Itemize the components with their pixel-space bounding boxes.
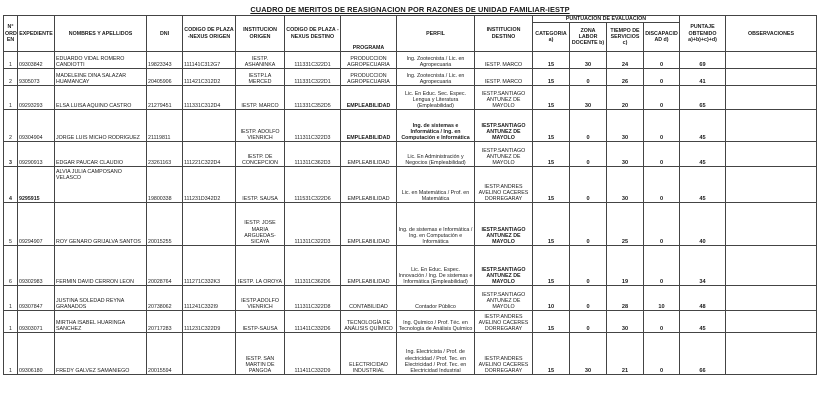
cell-n-ord: 1: [4, 333, 18, 375]
cell-puntaje: 65: [680, 86, 726, 110]
cell-zona: 0: [570, 203, 607, 246]
cell-codigo-destino: 111311C322D3: [285, 203, 341, 246]
cell-n-ord: 4: [4, 167, 18, 203]
cell-codigo-destino: 111311C362D6: [285, 246, 341, 286]
cell-tiempo: 28: [607, 286, 644, 311]
cell-dni: 20028764: [147, 246, 183, 286]
cell-tiempo: 21: [607, 333, 644, 375]
header-codigo-plaza-origen: CODIGO DE PLAZA -NEXUS ORIGEN: [183, 16, 236, 52]
cell-codigo-origen: 111331C312D4: [183, 86, 236, 110]
cell-expediente: 09293293: [18, 86, 55, 110]
table-row: [4, 246, 817, 286]
cell-codigo-origen: 111231D342D2: [183, 167, 236, 203]
header-dni: DNI: [147, 16, 183, 52]
header-codigo-plaza-destino: CODIGO DE PLAZA - NEXUS DESTINO: [285, 16, 341, 52]
cell-zona: 0: [570, 142, 607, 167]
cell-zona: 0: [570, 286, 607, 311]
cell-programa: EMPLEABILIDAD: [341, 142, 397, 167]
cell-tiempo: 26: [607, 69, 644, 86]
cell-categoria: 15: [533, 203, 570, 246]
cell-perfil: Contador Público: [397, 286, 475, 311]
cell-perfil: Ing. de sistemas e Informática / Ing. en Computación e Informática: [397, 203, 475, 246]
header-categoria: CATEGORIA a): [533, 23, 570, 52]
cell-puntaje: 40: [680, 203, 726, 246]
cell-observaciones: [726, 52, 817, 69]
cell-n-ord: 2: [4, 69, 18, 86]
cell-expediente: 09303071: [18, 311, 55, 333]
cell-categoria: 15: [533, 333, 570, 375]
cell-n-ord: 1: [4, 286, 18, 311]
cell-expediente: 09302983: [18, 246, 55, 286]
cell-perfil: Ing. Químico / Prof. Téc. en Tecnología de Análisis Químico: [397, 311, 475, 333]
cell-n-ord: 6: [4, 246, 18, 286]
header-nombres: NOMBRES Y APELLIDOS: [55, 16, 147, 52]
cell-dni: 23261163: [147, 142, 183, 167]
cell-institucion-origen: IESTP. JOSE MARIA ARGUEDAS-SICAYA: [236, 203, 285, 246]
cell-codigo-origen: 111421C312D2: [183, 69, 236, 86]
table-row: [4, 311, 817, 333]
header-perfil: PERFIL: [397, 16, 475, 52]
cell-n-ord: 1: [4, 311, 18, 333]
cell-institucion-origen: IESTP. DE CONCEPCION: [236, 142, 285, 167]
cell-expediente: 9295915: [18, 167, 55, 203]
cell-dni: 20405906: [147, 69, 183, 86]
cell-categoria: 15: [533, 142, 570, 167]
cell-expediente: 09290913: [18, 142, 55, 167]
cell-institucion-origen: IESTP. ASHANINKA: [236, 52, 285, 69]
cell-dni: 19800338: [147, 167, 183, 203]
table-row: [4, 52, 817, 69]
header-institucion-destino: INSTITUCION DESTINO: [475, 16, 533, 52]
cell-zona: 0: [570, 69, 607, 86]
cell-puntaje: 48: [680, 286, 726, 311]
cell-nombres: MADELEINE DINA SALAZAR HUAMANCAY: [55, 69, 147, 86]
cell-tiempo: 19: [607, 246, 644, 286]
cell-observaciones: [726, 86, 817, 110]
cell-nombres: ELSA LUISA AQUINO CASTRO: [55, 86, 147, 110]
cell-codigo-destino: 111331C322D1: [285, 69, 341, 86]
cell-perfil: Lic. En Educ. Espec. Innovación / Ing. De sistemas e Informática (Empleabilidad): [397, 246, 475, 286]
cell-perfil: Ing. Zootecnista / Lic. en Agropecuaria: [397, 69, 475, 86]
cell-tiempo: 30: [607, 110, 644, 142]
cell-dni: 20015255: [147, 203, 183, 246]
cell-programa: EMPLEABILIDAD: [341, 110, 397, 142]
cell-codigo-destino: 111331C322D1: [285, 52, 341, 69]
cell-institucion-origen: IESTP. LA OROYA: [236, 246, 285, 286]
table-row: [4, 333, 817, 375]
cell-institucion-origen: IESTP. MARCO: [236, 86, 285, 110]
cell-tiempo: 24: [607, 52, 644, 69]
cell-perfil: Ing. Zootecnista / Lic. en Agropecuaria: [397, 52, 475, 69]
cell-n-ord: 2: [4, 110, 18, 142]
cell-puntaje: 45: [680, 167, 726, 203]
cell-zona: 0: [570, 110, 607, 142]
cell-puntaje: 45: [680, 142, 726, 167]
cell-codigo-origen: 111271C332K3: [183, 246, 236, 286]
cell-discapacidad: 0: [644, 86, 680, 110]
cell-nombres: FERMIN DAVID CERRON LEON: [55, 246, 147, 286]
cell-codigo-origen: [183, 203, 236, 246]
header-tiempo-servicios: TIEMPO DE SERVICIOS c): [607, 23, 644, 52]
cell-institucion-destino: IESTP.SANTIAGO ANTUNEZ DE MAYOLO: [475, 246, 533, 286]
cell-zona: 30: [570, 86, 607, 110]
cell-dni: 20738062: [147, 286, 183, 311]
cell-institucion-destino: IESTP.SANTIAGO ANTUNEZ DE MAYOLO: [475, 86, 533, 110]
table-row: [4, 142, 817, 167]
cell-dni: 19823343: [147, 52, 183, 69]
cell-discapacidad: 0: [644, 311, 680, 333]
cell-programa: PRODUCCION AGROPECUARIA: [341, 69, 397, 86]
cell-institucion-origen: IESTP.LA MERCED: [236, 69, 285, 86]
cell-perfil: Ing. de sistemas e Informática / Ing. en Computación e Informática: [397, 110, 475, 142]
cell-categoria: 15: [533, 52, 570, 69]
cell-codigo-destino: 111331C352D5: [285, 86, 341, 110]
cell-institucion-origen: IESTP-SAUSA: [236, 311, 285, 333]
cell-tiempo: 30: [607, 142, 644, 167]
cell-observaciones: [726, 69, 817, 86]
cell-codigo-origen: 111141C312G7: [183, 52, 236, 69]
cell-puntaje: 69: [680, 52, 726, 69]
cell-observaciones: [726, 311, 817, 333]
header-programa: PROGRAMA: [341, 16, 397, 52]
cell-puntaje: 34: [680, 246, 726, 286]
cell-dni: 20717283: [147, 311, 183, 333]
cell-perfil: Lic. En Administración y Negocios (Empleabilidad): [397, 142, 475, 167]
cell-expediente: 09304904: [18, 110, 55, 142]
cell-categoria: 15: [533, 69, 570, 86]
cell-institucion-origen: IESTP. SAUSA: [236, 167, 285, 203]
cell-codigo-destino: 111311C362D3: [285, 142, 341, 167]
cell-categoria: 15: [533, 167, 570, 203]
cell-institucion-destino: IESTP.SANTIAGO ANTUNEZ DE MAYOLO: [475, 286, 533, 311]
cell-zona: 0: [570, 311, 607, 333]
header-n-ord: N° ORD EN: [4, 16, 18, 52]
cell-perfil: Lic. en Matemática / Prof. en Matemática: [397, 167, 475, 203]
cell-categoria: 15: [533, 311, 570, 333]
cell-programa: ELECTRICIDAD INDUSTRIAL: [341, 333, 397, 375]
cell-observaciones: [726, 167, 817, 203]
cell-nombres: EDUARDO VIDAL ROMERO CANDIOTTI: [55, 52, 147, 69]
cell-codigo-destino: 111411C332D9: [285, 333, 341, 375]
cell-discapacidad: 0: [644, 246, 680, 286]
cell-observaciones: [726, 286, 817, 311]
header-institucion-origen: INSTITUCION ORIGEN: [236, 16, 285, 52]
header-puntaje: PUNTAJE OBTENIDO a)+b)+c)+d): [680, 16, 726, 52]
cell-institucion-destino: IESTP.SANTIAGO ANTUNEZ DE MAYOLO: [475, 110, 533, 142]
cell-institucion-destino: IESTP. MARCO: [475, 69, 533, 86]
cell-n-ord: 1: [4, 52, 18, 69]
cell-programa: CONTABILIDAD: [341, 286, 397, 311]
cell-observaciones: [726, 246, 817, 286]
cell-institucion-origen: IESTP. SAN MARTIN DE PANGOA: [236, 333, 285, 375]
cell-observaciones: [726, 142, 817, 167]
table-row: [4, 286, 817, 311]
cell-expediente: 09307847: [18, 286, 55, 311]
cell-n-ord: 1: [4, 86, 18, 110]
cell-expediente: 09303842: [18, 52, 55, 69]
cell-puntaje: 66: [680, 333, 726, 375]
cell-zona: 30: [570, 52, 607, 69]
header-zona-labor: ZONA LABOR DOCENTE b): [570, 23, 607, 52]
cell-dni: 21279451: [147, 86, 183, 110]
cell-programa: TECNOLOGÍA DE ANÁLISIS QUÍMICO: [341, 311, 397, 333]
cell-nombres: FREDY GALVEZ SAMANIEGO: [55, 333, 147, 375]
cell-categoria: 15: [533, 86, 570, 110]
cell-expediente: 09306180: [18, 333, 55, 375]
cell-puntaje: 41: [680, 69, 726, 86]
cell-perfil: Lic. En Educ. Sec. Espec. Lengua y Literatura (Empleabilidad): [397, 86, 475, 110]
cell-discapacidad: 0: [644, 167, 680, 203]
cell-codigo-destino: 111311C322D8: [285, 286, 341, 311]
cell-codigo-destino: 111411C332D6: [285, 311, 341, 333]
cell-institucion-destino: IESTP.ANDRES AVELINO CACERES DORREGARAY: [475, 333, 533, 375]
cell-programa: EMPLEABILIDAD: [341, 86, 397, 110]
cell-institucion-destino: IESTP.ANDRES AVELINO CACERES DORREGARAY: [475, 311, 533, 333]
cell-nombres: JORGE LUIS MICHO RODRIGUEZ: [55, 110, 147, 142]
cell-discapacidad: 0: [644, 203, 680, 246]
cell-tiempo: 25: [607, 203, 644, 246]
cell-puntaje: 45: [680, 110, 726, 142]
cell-institucion-destino: IESTP.SANTIAGO ANTUNEZ DE MAYOLO: [475, 142, 533, 167]
table-row: [4, 110, 817, 142]
cell-nombres: MIRTHA ISABEL HUARINGA SANCHEZ: [55, 311, 147, 333]
cell-programa: PRODUCCION AGROPECUARIA: [341, 52, 397, 69]
table-row: [4, 86, 817, 110]
cell-institucion-destino: IESTP.ANDRES AVELINO CACERES DORREGARAY: [475, 167, 533, 203]
cell-expediente: 9305073: [18, 69, 55, 86]
header-expediente: EXPEDIENTE: [18, 16, 55, 52]
cell-tiempo: 20: [607, 86, 644, 110]
cell-tiempo: 30: [607, 167, 644, 203]
cell-zona: 0: [570, 167, 607, 203]
table-row: [4, 203, 817, 246]
cell-perfil: Ing. Electricista / Prof. de electricidad / Prof. Tec. en Electricidad / Prof. Tec. en Electricidad Industrial: [397, 333, 475, 375]
cell-expediente: 09294907: [18, 203, 55, 246]
cell-discapacidad: 10: [644, 286, 680, 311]
cell-observaciones: [726, 333, 817, 375]
merit-table: [3, 15, 817, 375]
cell-nombres: JUSTINA SOLEDAD REYNA GRANADOS: [55, 286, 147, 311]
cell-programa: EMPLEABILIDAD: [341, 167, 397, 203]
cell-programa: EMPLEABILIDAD: [341, 246, 397, 286]
cell-codigo-origen: 111231C322D9: [183, 311, 236, 333]
cell-codigo-origen: [183, 110, 236, 142]
cell-codigo-origen: [183, 333, 236, 375]
cell-tiempo: 30: [607, 311, 644, 333]
table-row: [4, 69, 817, 86]
cell-categoria: 10: [533, 286, 570, 311]
cell-observaciones: [726, 203, 817, 246]
cell-institucion-destino: IESTP.SANTIAGO ANTUNEZ DE MAYOLO: [475, 203, 533, 246]
cell-discapacidad: 0: [644, 52, 680, 69]
cell-nombres: ALVIA JULIA CAMPOSANO VELASCO: [55, 167, 147, 203]
header-discapacidad: DISCAPACID AD d): [644, 23, 680, 52]
header-puntuacion-group: PUNTUACION DE EVALUACION: [533, 16, 680, 23]
document-title: CUADRO DE MERITOS DE REASIGNACION POR RAZONES DE UNIDAD FAMILIAR-IESTP: [250, 5, 570, 14]
cell-zona: 30: [570, 333, 607, 375]
cell-zona: 0: [570, 246, 607, 286]
cell-categoria: 15: [533, 110, 570, 142]
cell-puntaje: 45: [680, 311, 726, 333]
cell-categoria: 15: [533, 246, 570, 286]
cell-n-ord: 5: [4, 203, 18, 246]
cell-codigo-origen: 111221C322D4: [183, 142, 236, 167]
cell-dni: 20015594: [147, 333, 183, 375]
cell-observaciones: [726, 110, 817, 142]
cell-nombres: ROY GENARO GRIJALVA SANTOS: [55, 203, 147, 246]
cell-discapacidad: 0: [644, 110, 680, 142]
cell-codigo-destino: 111531C322D6: [285, 167, 341, 203]
cell-codigo-destino: 111311C322D3: [285, 110, 341, 142]
table-row: [4, 167, 817, 203]
cell-discapacidad: 0: [644, 69, 680, 86]
cell-dni: 21119811: [147, 110, 183, 142]
cell-programa: EMPLEABILIDAD: [341, 203, 397, 246]
header-observaciones: OBSERVACIONES: [726, 16, 817, 52]
cell-institucion-origen: IESTP. ADOLFO VIENRICH: [236, 110, 285, 142]
cell-institucion-destino: IESTP. MARCO: [475, 52, 533, 69]
cell-codigo-origen: 111241C332I9: [183, 286, 236, 311]
cell-nombres: EDGAR PAUCAR CLAUDIO: [55, 142, 147, 167]
cell-institucion-origen: IESTP.ADOLFO VIENRICH: [236, 286, 285, 311]
cell-discapacidad: 0: [644, 333, 680, 375]
cell-discapacidad: 0: [644, 142, 680, 167]
cell-n-ord: 3: [4, 142, 18, 167]
